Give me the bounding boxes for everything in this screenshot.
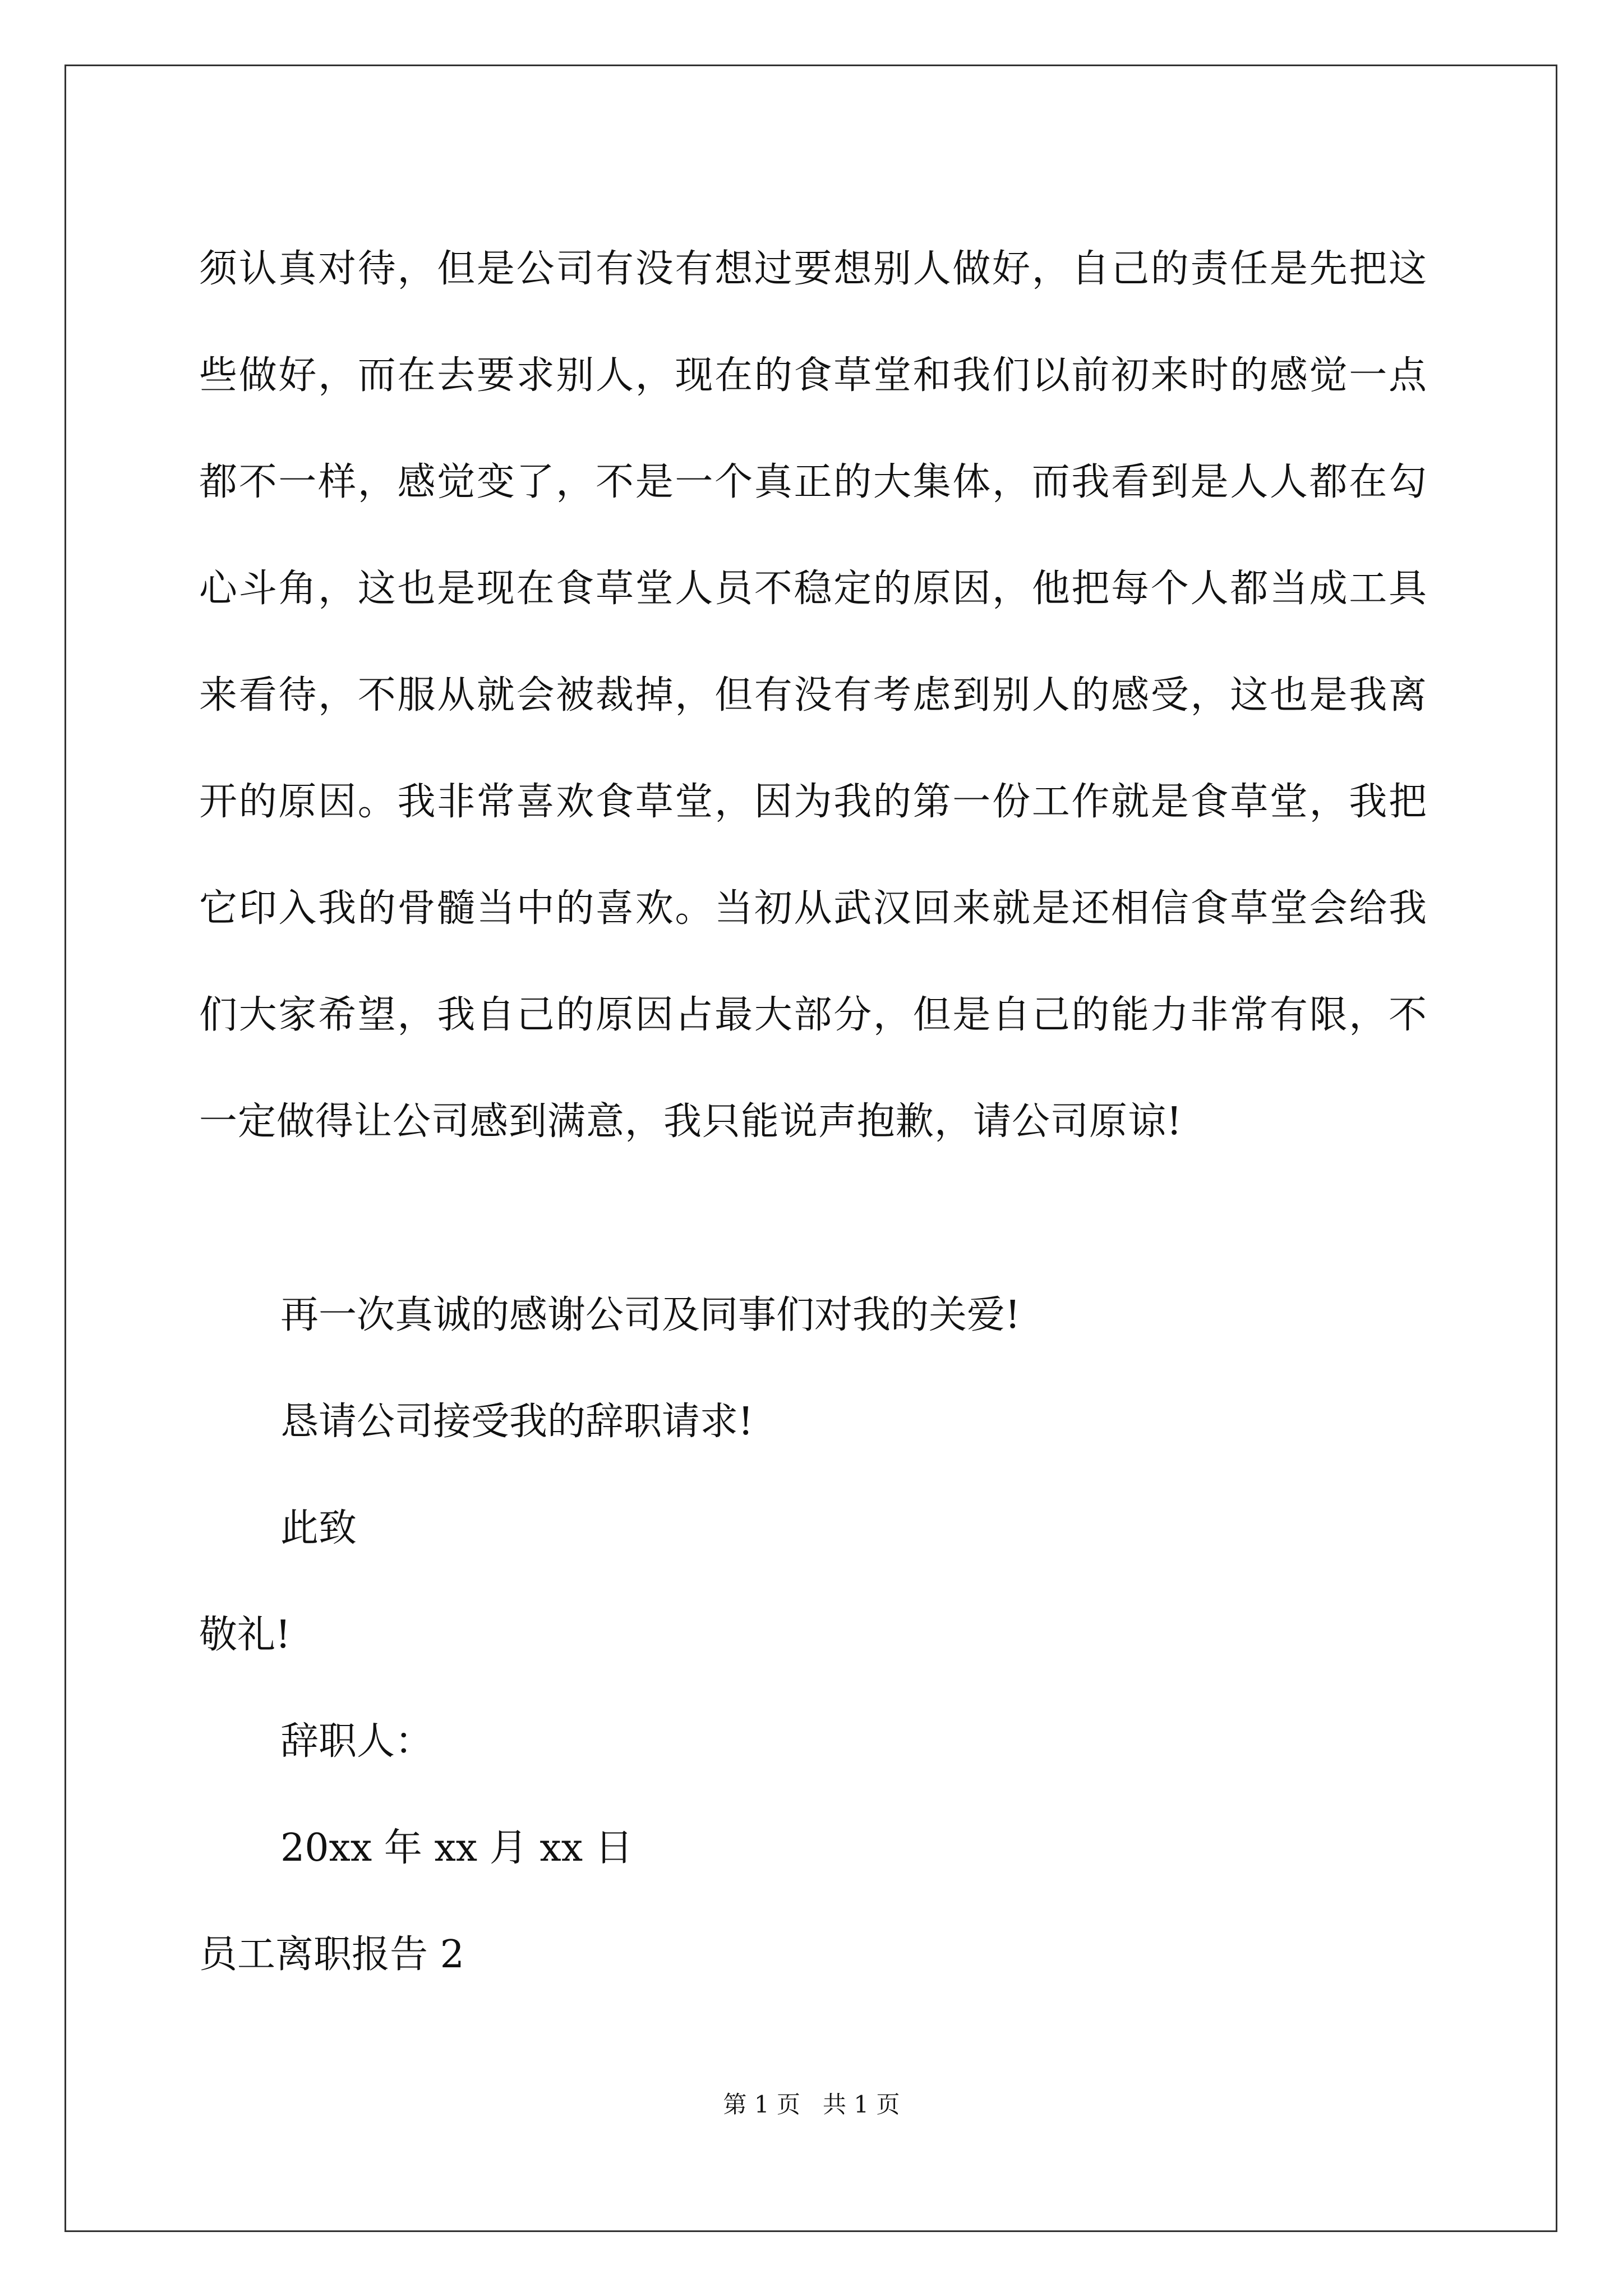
closing-line: 此致: [280, 1506, 357, 1550]
next-section-title: 员工离职报告 2: [199, 1932, 464, 1977]
thanks-line: 再一次真诚的感谢公司及同事们对我的关爱!: [280, 1293, 1021, 1337]
page-number-footer: 第 1 页 共 1 页: [723, 2091, 900, 2118]
request-line: 恳请公司接受我的辞职请求!: [280, 1400, 754, 1444]
signer-label: 辞职人：: [280, 1719, 434, 1764]
body-paragraph: 须认真对待，但是公司有没有想过要想别人做好，自己的责任是先把这些做好，而在去要求别人，现在的食草堂和我们以前初来时的感觉一点都不一样，感觉变了，不是一个真正的大集体，而我看到是人人都在勾心斗角，这也是现在食草堂人员不稳定的原因，他把每个人都当成工具来看待，不服从就会被裁掉，但有没有考虑到别人的感受，这也是我离开的原因。我非常喜欢食草堂，因为我的第一份工作就是食草堂，我把它印入我的骨髓当中的喜欢。当初从武汉回来就是还相信食草堂会给我们大家希望，我自己的原因占最大部分，但是自己的能力非常有限，不一定做得让公司感到满意，我只能说声抱歉，请公司原谅!: [199, 247, 1427, 1144]
salute-line: 敬礼!: [199, 1613, 291, 1657]
date-line: 20xx 年 xx 月 xx 日: [280, 1826, 633, 1870]
